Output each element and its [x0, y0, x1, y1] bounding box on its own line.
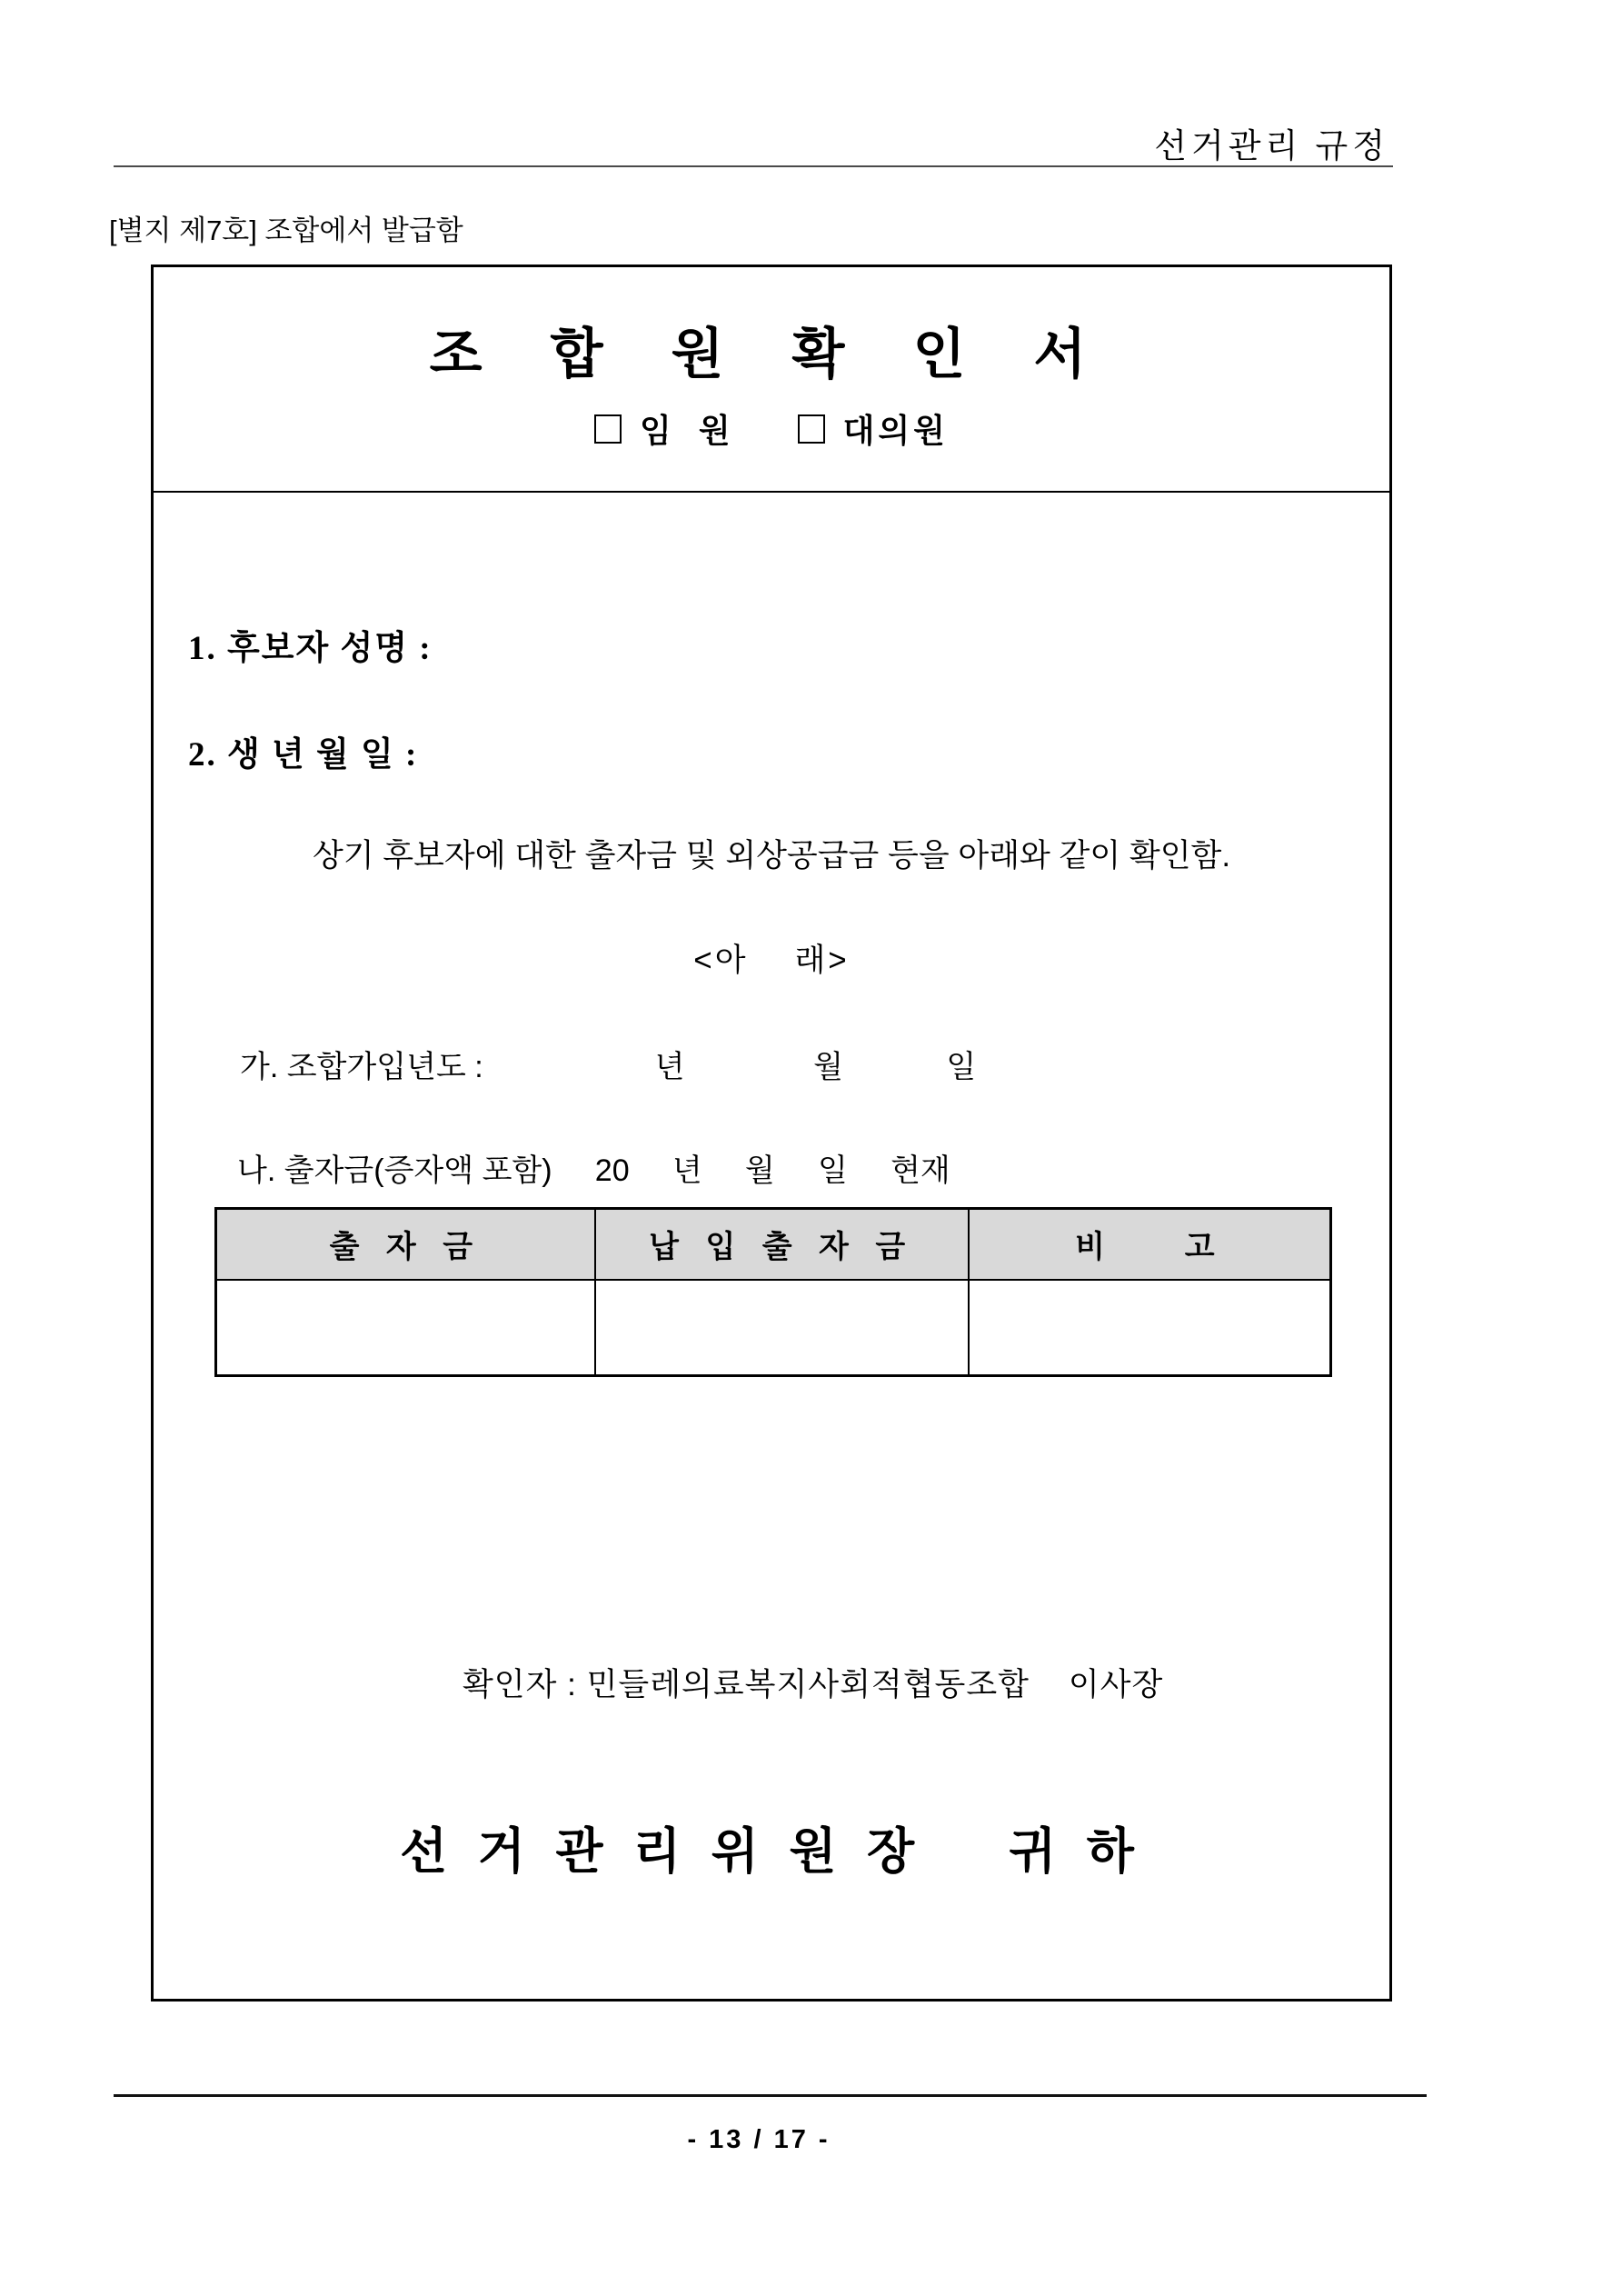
member-type-delegate: [798, 405, 949, 452]
table-header-remarks: 비 고: [969, 1209, 1331, 1280]
member-type-row: [154, 405, 1389, 452]
footer-rule: [114, 2094, 1427, 2097]
table-header-capital: 출 자 금: [216, 1209, 595, 1280]
table-header-paid-capital: 납 입 출 자 금: [595, 1209, 969, 1280]
confirmation-statement: 상기 후보자에 대한 출자금 및 외상공급금 등을 아래와 같이 확인함.: [312, 838, 1231, 873]
table-row: [216, 1280, 1331, 1376]
form-box: [151, 265, 1392, 2002]
page-number: - 13 / 17 -: [687, 2125, 831, 2154]
attachment-note: [별지 제7호] 조합에서 발급함: [109, 215, 463, 246]
title-divider: [154, 491, 1389, 493]
confirmer-line: 확인자 : 민들레의료복지사회적협동조합 이사장: [463, 1667, 1164, 1702]
table-cell-capital: [216, 1280, 595, 1376]
capital-item: 나. 출자금(증자액 포함) 20 년 월 일 현재: [237, 1153, 950, 1188]
birth-date-field: 2. 생 년 월 일 :: [188, 736, 419, 774]
capital-table: [214, 1207, 1332, 1377]
delegate-checkbox-icon: [798, 414, 825, 444]
table-header-row: [216, 1209, 1331, 1280]
candidate-name-field: 1. 후보자 성명 :: [188, 630, 433, 667]
form-title: 조 합 원 확 인 서: [429, 324, 1114, 384]
join-year-item: 가. 조합가입년도 : 년 월 일: [240, 1050, 977, 1084]
officer-checkbox-label: 임 원: [640, 413, 734, 449]
officer-checkbox-icon: [594, 414, 622, 444]
addressee-line: 선 거 관 리 위 원 장 귀 하: [400, 1824, 1143, 1879]
table-cell-paid-capital: [595, 1280, 969, 1376]
member-type-officer: [594, 405, 734, 452]
header-rule: [114, 165, 1393, 167]
table-cell-remarks: [969, 1280, 1331, 1376]
below-marker: <아 래>: [693, 943, 850, 978]
delegate-checkbox-label: 대의원: [842, 413, 949, 449]
regulation-title: 선거관리 규정: [1154, 128, 1389, 165]
